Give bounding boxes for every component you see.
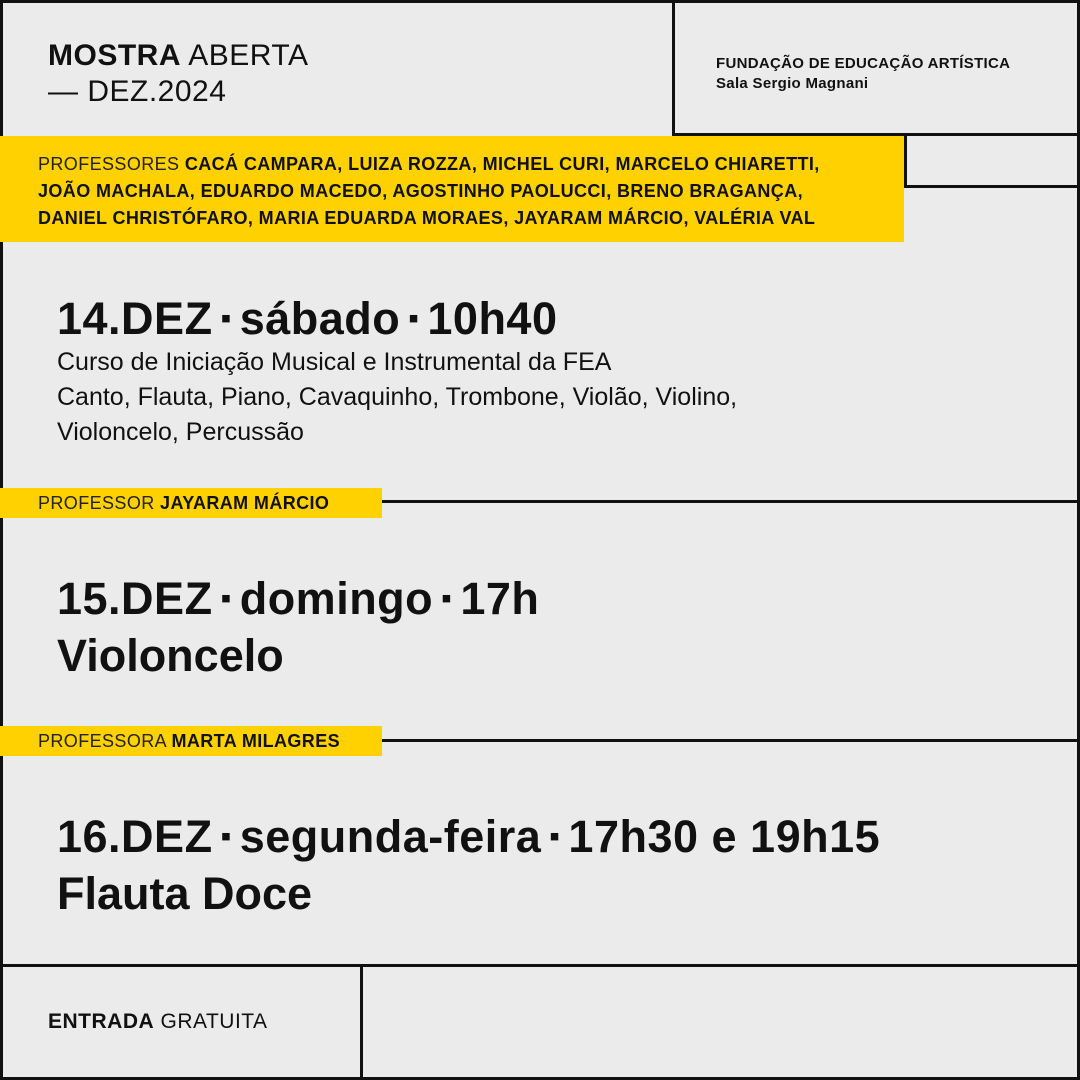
page-title — [48, 38, 308, 110]
professors-band — [0, 136, 904, 242]
event-2-time: 17h — [460, 573, 540, 624]
professors-line-2 — [38, 178, 904, 205]
professors-names-1: CACÁ CAMPARA, LUIZA ROZZA, MICHEL CURI, MARCELO CHIARETTI, — [184, 154, 820, 174]
footer-divider-vertical — [360, 964, 363, 1080]
event-2 — [57, 573, 539, 687]
event-1 — [57, 293, 737, 450]
event-2-heading — [57, 573, 539, 625]
separator-square: ▪ — [408, 302, 420, 335]
separator-square: ▪ — [220, 820, 232, 853]
teacher-3-label: PROFESSORA — [38, 731, 167, 751]
event-2-date: 15.DEZ — [57, 573, 213, 624]
organization — [716, 54, 1010, 94]
footer-bold: ENTRADA — [48, 1010, 155, 1033]
professors-label: PROFESSORES — [38, 154, 180, 174]
footer-divider-horizontal — [0, 964, 1080, 967]
event-1-line-2: Canto, Flauta, Piano, Cavaquinho, Trombone, Violão, Violino, — [57, 383, 738, 411]
separator-square: ▪ — [220, 302, 232, 335]
separator-square: ▪ — [549, 820, 561, 853]
professors-names-2: JOÃO MACHALA, EDUARDO MACEDO, AGOSTINHO PAOLUCCI, BRENO BRAGANÇA, — [38, 181, 804, 201]
event-2-weekday: domingo — [239, 573, 434, 624]
header-divider-vertical-1 — [672, 0, 675, 136]
teacher-2-label: PROFESSOR — [38, 493, 155, 513]
event-3-date: 16.DEZ — [57, 811, 213, 862]
separator-square: ▪ — [220, 582, 232, 615]
event-1-time: 10h40 — [427, 293, 558, 344]
event-1-weekday: sábado — [239, 293, 401, 344]
professors-names-3: DANIEL CHRISTÓFARO, MARIA EDUARDA MORAES, JAYARAM MÁRCIO, VALÉRIA VAL — [38, 208, 816, 228]
header-divider-horizontal-2 — [904, 185, 1080, 188]
teacher-band-3 — [0, 726, 382, 756]
event-1-line-1: Curso de Iniciação Musical e Instrumental da FEA — [57, 348, 612, 376]
footer-regular: GRATUITA — [160, 1010, 268, 1033]
professors-line-3 — [38, 205, 904, 232]
section-divider-2 — [380, 739, 1080, 742]
event-1-description — [57, 345, 737, 450]
teacher-3-name: MARTA MILAGRES — [171, 731, 341, 751]
title-regular: ABERTA — [188, 39, 309, 72]
event-1-line-3: Violoncelo, Percussão — [57, 418, 304, 446]
event-2-program: Violoncelo — [57, 630, 284, 681]
separator-square: ▪ — [441, 582, 453, 615]
section-divider-1 — [380, 500, 1080, 503]
header-divider-vertical-2 — [904, 133, 907, 188]
event-1-heading — [57, 293, 737, 345]
event-3-program: Flauta Doce — [57, 868, 313, 919]
event-3-time: 17h30 e 19h15 — [568, 811, 881, 862]
title-bold: MOSTRA — [48, 39, 181, 72]
teacher-2-name: JAYARAM MÁRCIO — [160, 493, 330, 513]
event-3-weekday: segunda-feira — [239, 811, 542, 862]
professors-line-1 — [38, 151, 904, 178]
venue-name: Sala Sergio Magnani — [716, 75, 869, 92]
event-1-date: 14.DEZ — [57, 293, 213, 344]
teacher-band-2 — [0, 488, 382, 518]
title-subtitle: — DEZ.2024 — [48, 75, 227, 108]
event-3 — [57, 811, 880, 925]
event-3-heading — [57, 811, 880, 863]
org-name: FUNDAÇÃO DE EDUCAÇÃO ARTÍSTICA — [716, 55, 1011, 72]
footer-admission — [48, 1010, 268, 1034]
border-top — [0, 0, 1080, 3]
